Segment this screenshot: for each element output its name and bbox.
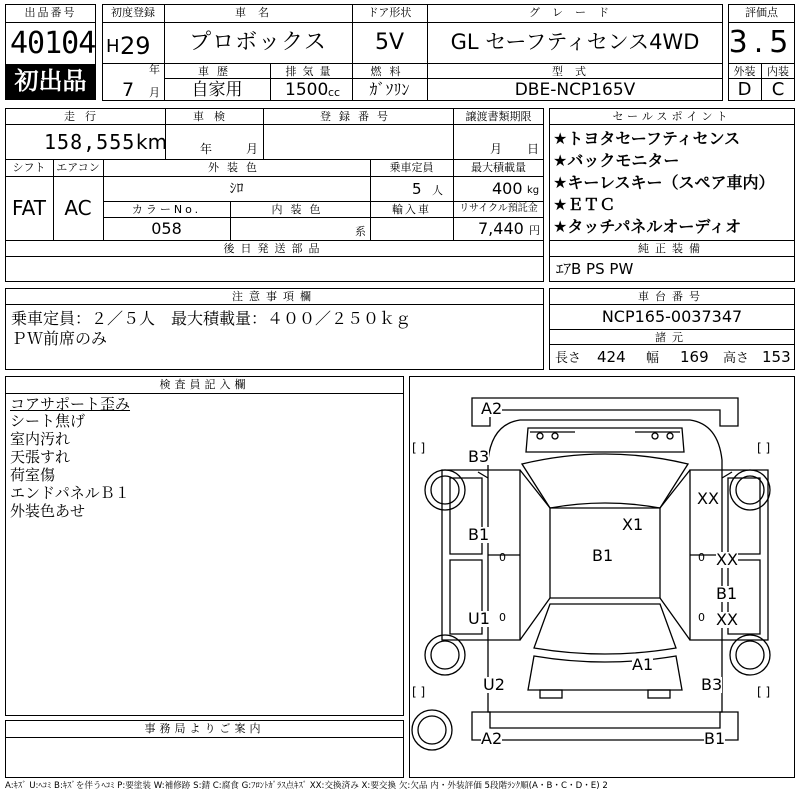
later-parts-label: 後日発送部品 (223, 242, 326, 255)
damage-mark: B1 (704, 729, 726, 748)
damage-mark: A1 (632, 655, 654, 674)
exterior-label: 外装 (733, 65, 756, 78)
rear-window (534, 604, 676, 654)
damage-mark: A2 (481, 729, 503, 748)
shift: FAT (11, 196, 46, 220)
damage-mark: A2 (481, 399, 503, 418)
seats-unit: 人 (432, 184, 443, 197)
rear-left-wheel (425, 635, 465, 675)
chassis-number: NCP165-0037347 (601, 307, 743, 326)
inspector-item: シート焦げ (10, 412, 86, 430)
door-type: 5V (374, 30, 405, 55)
transfer-label: 譲渡書類期限 (465, 110, 532, 123)
sales-point-item: ★タッチパネルオーディオ (553, 217, 742, 236)
notes-line-2: ＰＷ前席のみ (11, 329, 108, 348)
color-no-label: カラーNo. (131, 203, 202, 216)
equipment: ｴｱB PS PW (556, 260, 634, 278)
era: H (106, 36, 120, 57)
bracket-left-top: [ ] (412, 441, 426, 455)
import-label: 輸入車 (392, 203, 431, 216)
front-right-wheel (730, 470, 770, 510)
damage-mark: B1 (468, 525, 490, 544)
sales-point-item: ★トヨタセーフティセンス (553, 129, 741, 148)
car-name: プロボックス (189, 30, 327, 55)
sales-point-item: ★ＥＴＣ (553, 195, 616, 214)
tailgate (528, 656, 682, 690)
reg-year: 29 (120, 32, 151, 60)
door-label: ドア形状 (367, 6, 412, 19)
dims-label: 諸元 (655, 331, 689, 344)
lot-label: 出品番号 (24, 6, 77, 19)
spare-wheel (412, 710, 452, 750)
month-unit: 月 (149, 86, 160, 99)
transfer-month-unit: 月 (490, 142, 503, 156)
rear-bumper (472, 712, 738, 740)
load-label: 最大積載量 (471, 161, 526, 174)
damage-mark: U2 (483, 675, 505, 694)
interior-label: 内装 (767, 65, 789, 78)
zero-mark: 0 (499, 611, 506, 624)
damage-mark: B3 (701, 675, 723, 694)
first-registration-label: 初度登録 (111, 6, 155, 19)
length-label: 長さ (555, 351, 582, 366)
score: 3.5 (728, 25, 795, 60)
recycle-label: リサイクル預託金 (459, 203, 538, 214)
seats: 5 (412, 180, 422, 198)
damage-mark: B1 (592, 546, 614, 565)
inspector-item: コアサポート歪み (10, 395, 131, 413)
inspector-label: 検査員記入欄 (159, 378, 250, 391)
first-listing-label: 初出品 (14, 67, 87, 95)
rear-right-wheel (730, 635, 770, 675)
inspection-month-unit: 月 (246, 142, 259, 156)
int-color-label: 内装色 (271, 203, 329, 216)
fuel-label: 燃料 (370, 65, 409, 78)
exterior-grade: D (737, 79, 752, 100)
bracket-left-bottom: [ ] (412, 685, 426, 699)
model: DBE-NCP165V (514, 80, 636, 100)
car-name-label: 車名 (235, 6, 281, 19)
load-unit: kg (527, 185, 540, 196)
equipment-label: 純正装備 (638, 242, 706, 255)
displacement-label: 排気量 (285, 65, 337, 78)
sales-points-label: セールスポイント (612, 110, 732, 123)
damage-mark: X1 (622, 515, 644, 534)
model-label: 型式 (552, 65, 598, 78)
shift-label: シフト (12, 161, 46, 174)
damage-mark: XX (697, 489, 719, 508)
grade-label: グレード (529, 6, 621, 19)
zero-mark: 0 (698, 551, 705, 564)
load: 400 (492, 179, 523, 198)
height: 153 (762, 348, 791, 366)
zero-mark: 0 (499, 551, 506, 564)
inspector-item: 室内汚れ (10, 430, 71, 448)
height-label: 高さ (723, 351, 750, 366)
inspection-label: 車検 (193, 110, 235, 123)
length: 424 (597, 348, 626, 366)
mileage-label: 走行 (64, 110, 106, 123)
sales-point-item: ★キーレスキー（スペア車内） (553, 173, 775, 192)
history: 自家用 (191, 80, 243, 100)
damage-mark: U1 (468, 609, 490, 628)
transfer-day-unit: 日 (527, 142, 540, 156)
year-unit: 年 (149, 63, 160, 76)
damage-mark: XX (716, 550, 738, 569)
mileage: 158,555 (44, 130, 136, 154)
damage-mark: XX (716, 610, 738, 629)
recycle-unit: 円 (529, 224, 540, 237)
bracket-right-top: [ ] (757, 441, 771, 455)
damage-mark: B3 (468, 447, 490, 466)
recycle: 7,440 (478, 219, 524, 238)
front-left-wheel (425, 470, 465, 510)
interior-grade: C (771, 79, 785, 100)
inspector-item: 荷室傷 (10, 466, 56, 484)
office-label: 事務局よりご案内 (144, 722, 265, 735)
inspection-year-unit: 年 (200, 142, 213, 156)
fuel: ｶﾞｿﾘﾝ (369, 80, 410, 99)
int-color-unit: 系 (355, 225, 366, 238)
bracket-right-bottom: [ ] (757, 685, 771, 699)
zero-mark: 0 (698, 611, 705, 624)
plate-label: 登録番号 (320, 110, 396, 123)
inspector-item: 天張すれ (10, 448, 71, 466)
ext-color-label: 外装色 (208, 161, 265, 174)
notes-label: 注意事項欄 (232, 290, 317, 303)
damage-mark: B1 (716, 584, 738, 603)
legend: A:ｷｽﾞ U:ﾍｺﾐ B:ｷｽﾞを伴うﾍｺﾐ P:要塗装 W:補修跡 S:錆 C:腐食 G:ﾌﾛﾝﾄｶﾞﾗｽ点ｷｽﾞ XX:交換済み X:要交換 欠:欠品 内・外装評価 5段階ﾗﾝｸ順(A・B・C・D・E) 2 (5, 781, 608, 791)
width: 169 (680, 348, 709, 366)
lot-number: 40104 (10, 26, 96, 61)
sales-point-item: ★バックモニター (553, 151, 680, 170)
width-label: 幅 (646, 351, 660, 366)
ac: AC (64, 196, 92, 220)
notes-line-1: 乗車定員：２／５人 最大積載量：４００／２５０ｋｇ (11, 309, 412, 328)
score-label: 評価点 (745, 6, 778, 19)
ext-color: ｼﾛ (229, 181, 244, 197)
mileage-unit: km (136, 130, 168, 154)
inspector-item: 外装色あせ (10, 502, 86, 520)
color-no: 058 (151, 219, 182, 238)
ac-label: エアコン (56, 161, 100, 174)
chassis-label: 車台番号 (638, 290, 706, 303)
displacement-unit: cc (328, 86, 341, 99)
displacement: 1500 (285, 80, 329, 100)
seats-label: 乗車定員 (389, 161, 434, 174)
windshield (522, 454, 688, 508)
inspector-item: エンドパネルＢ１ (10, 484, 130, 502)
reg-month: 7 (122, 79, 135, 101)
history-label: 車歴 (198, 65, 236, 78)
grade: GL セーフティセンス4WD (450, 30, 700, 54)
